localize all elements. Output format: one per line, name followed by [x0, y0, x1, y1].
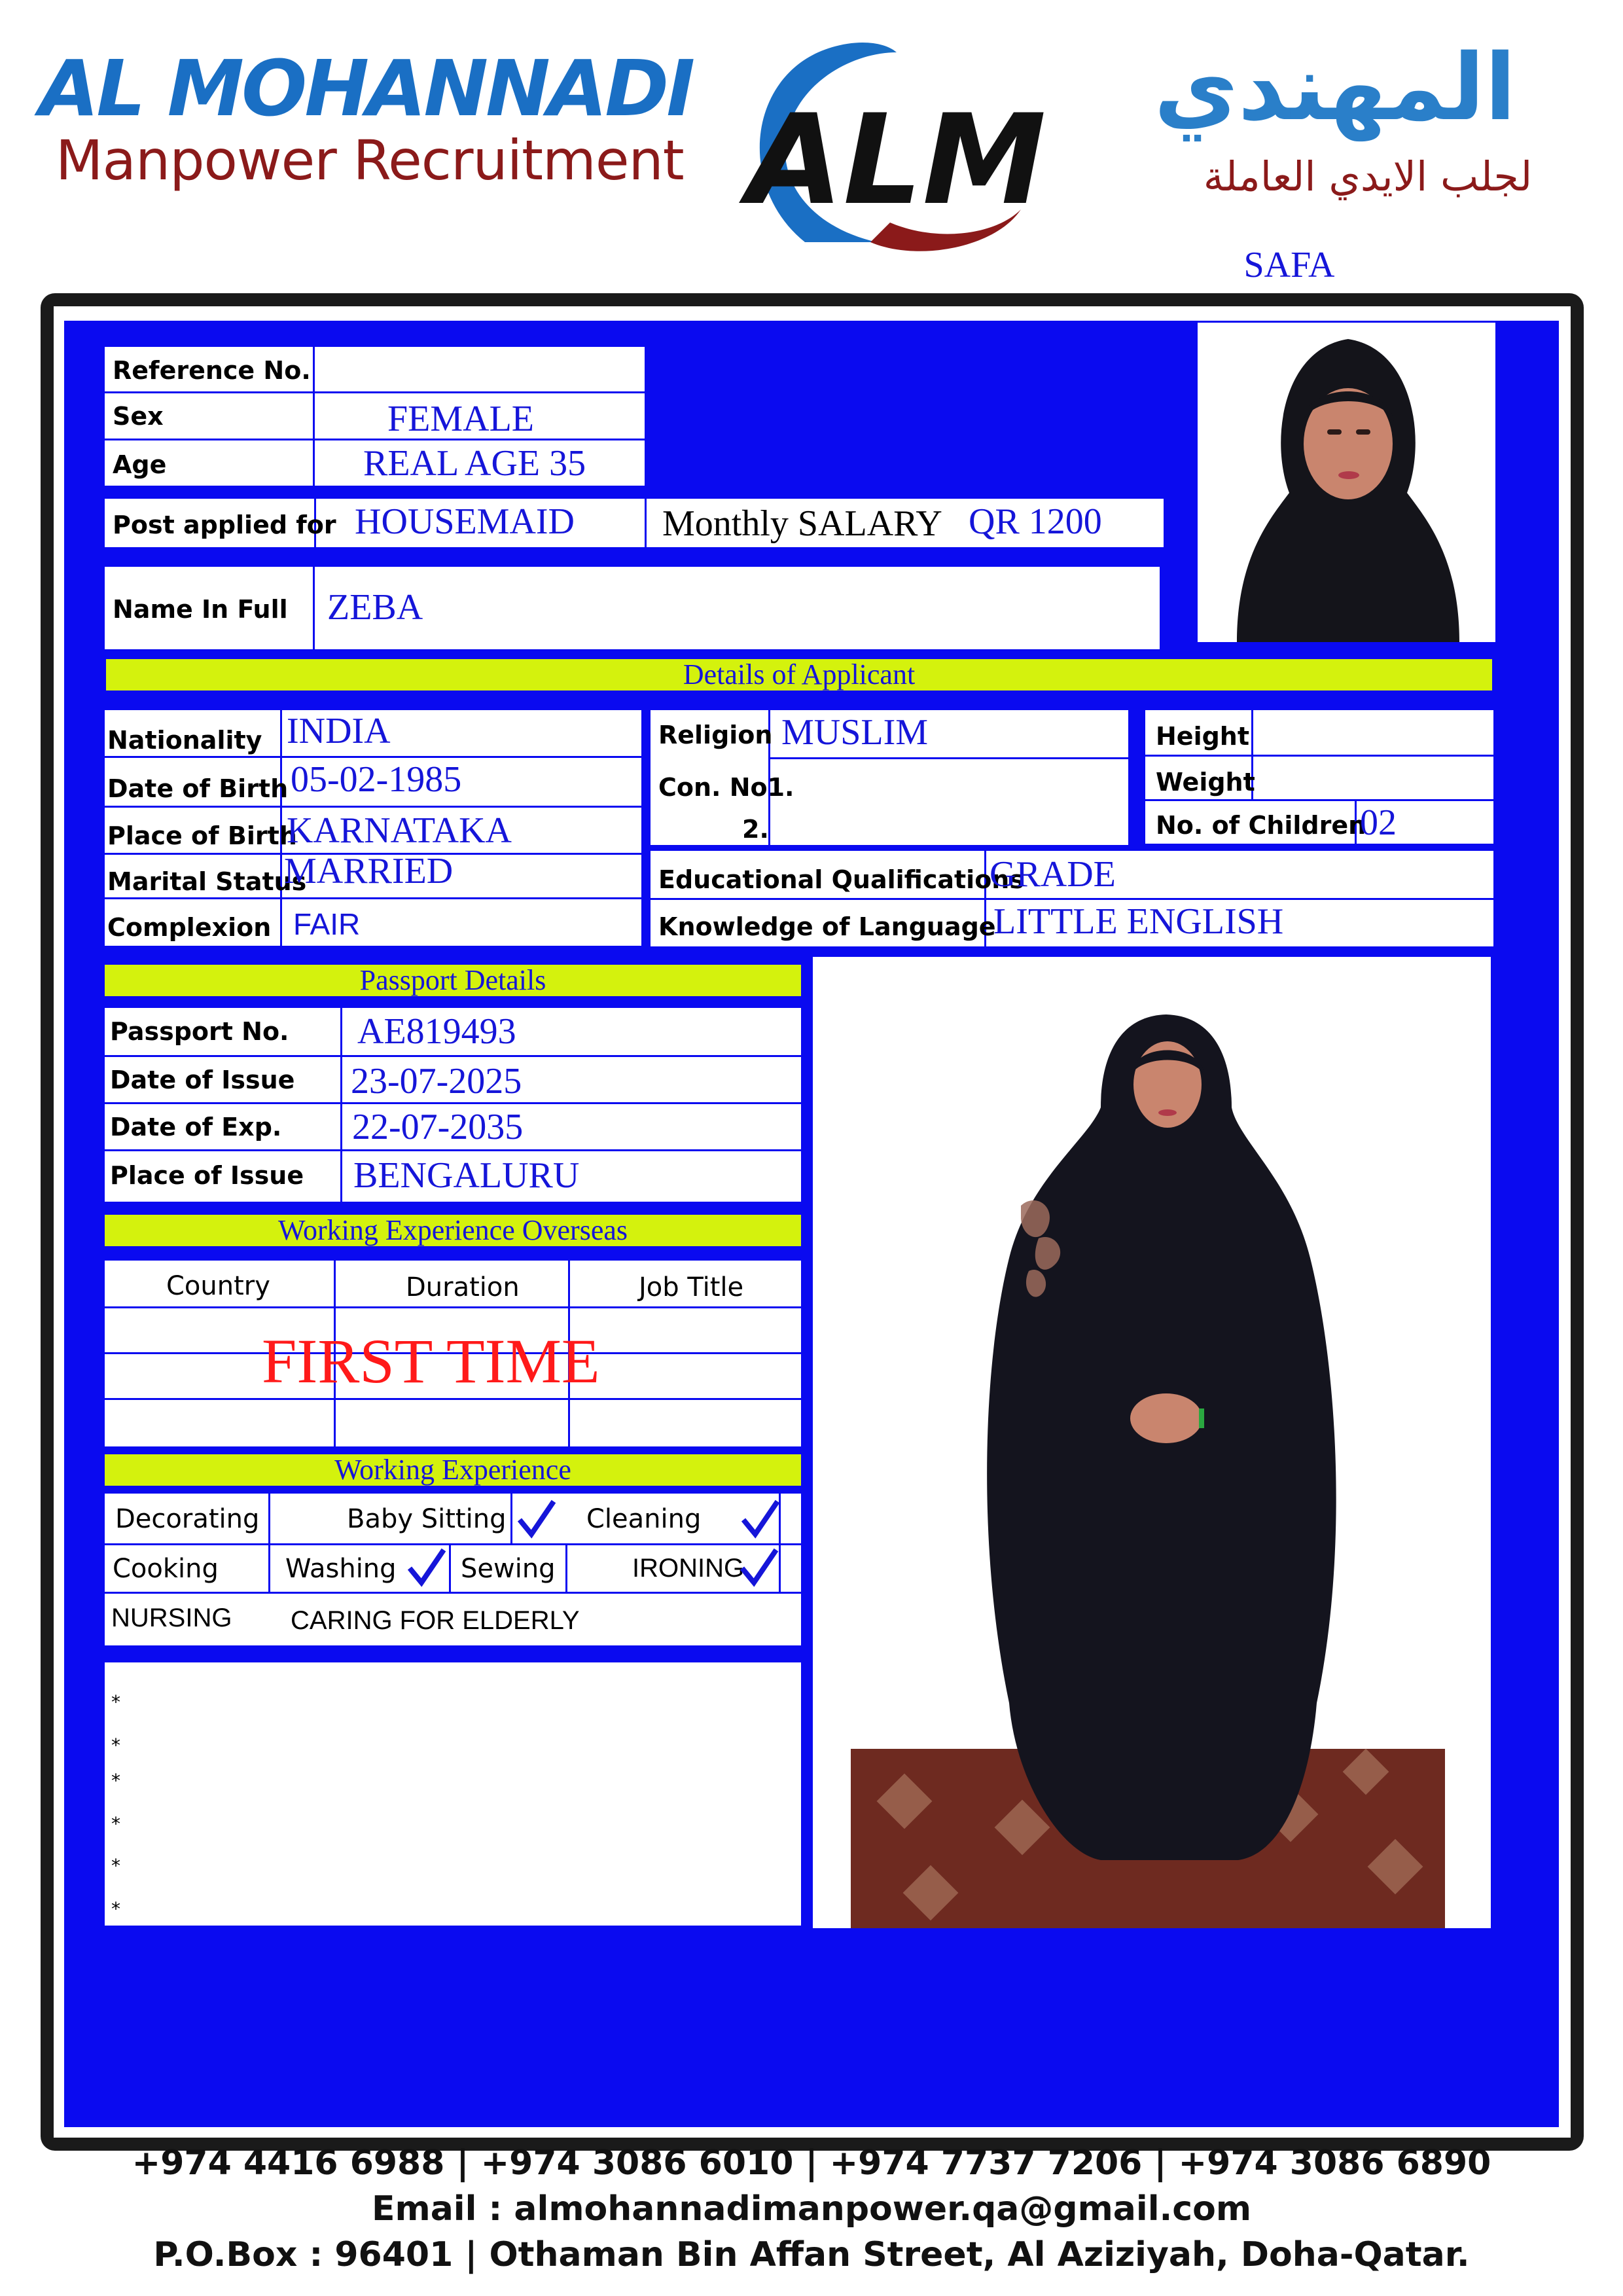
skill-nursing: NURSING: [111, 1604, 232, 1632]
post-value: HOUSEMAID: [355, 501, 575, 542]
passport-no-value: AE819493: [357, 1011, 516, 1052]
marital-value: MARRIED: [284, 851, 454, 891]
salary-label: Monthly SALARY: [662, 503, 942, 544]
skills-table: [105, 1494, 801, 1645]
skill-cooking: Cooking: [113, 1554, 219, 1584]
applicant-left-table: [105, 710, 641, 946]
language-value: LITTLE ENGLISH: [993, 901, 1284, 942]
company-subtitle-ar: لجلب الايدي العاملة: [1203, 152, 1533, 200]
company-subtitle-en: Manpower Recruitment: [56, 128, 684, 192]
skill-ironing: IRONING: [632, 1554, 745, 1583]
skill-caring-elderly: CARING FOR ELDERLY: [291, 1606, 580, 1635]
contact2-label: 2.: [742, 815, 769, 844]
post-row: [105, 499, 1164, 547]
issue-date-label: Date of Issue: [110, 1066, 295, 1094]
children-label: No. of Children: [1156, 811, 1366, 840]
name-row: [105, 567, 1160, 649]
age-label: Age: [113, 450, 167, 479]
alm-logo: [720, 26, 1060, 262]
notes-box: [105, 1662, 801, 1926]
religion-table: [651, 710, 1128, 845]
footer-phones: +974 4416 6988 | +974 3086 6010 | +974 7737 7206 | +974 3086 6890: [132, 2144, 1491, 2183]
passport-table: [105, 1008, 801, 1202]
skill-decorating: Decorating: [115, 1504, 260, 1534]
name-label: Name In Full: [113, 595, 288, 624]
skill-sewing: Sewing: [461, 1554, 556, 1584]
education-value: GRADE: [990, 854, 1116, 895]
weight-label: Weight: [1156, 768, 1255, 797]
name-value: ZEBA: [327, 587, 423, 628]
issue-place-label: Place of Issue: [110, 1161, 304, 1190]
nationality-value: INDIA: [287, 711, 391, 751]
pob-value: KARNATAKA: [287, 810, 512, 851]
reference-label: Reference No.: [113, 356, 311, 385]
company-name-ar: المهندي: [1154, 35, 1516, 141]
ironing-check-icon: [737, 1546, 780, 1589]
footer-email: Email : almohannadimanpower.qa@gmail.com: [371, 2189, 1252, 2229]
note-bullet: *: [111, 1770, 120, 1791]
physical-table: [1145, 710, 1493, 844]
skill-cleaning: Cleaning: [586, 1504, 702, 1534]
sex-value: FEMALE: [387, 399, 534, 439]
post-label: Post applied for: [113, 511, 336, 539]
basic-info-table: [105, 347, 645, 486]
pob-label: Place of Birth: [107, 821, 297, 850]
col-job-title: Job Title: [639, 1272, 744, 1302]
note-bullet: *: [111, 1734, 120, 1756]
first-time-note: FIRST TIME: [262, 1326, 600, 1396]
passport-band: Passport Details: [105, 965, 801, 996]
overseas-band: Working Experience Overseas: [105, 1215, 801, 1246]
col-country: Country: [166, 1271, 270, 1301]
note-bullet: *: [111, 1898, 120, 1920]
skill-baby-sitting: Baby Sitting: [347, 1504, 507, 1534]
religion-label: Religion: [658, 721, 773, 749]
company-name-en: AL MOHANNADI: [39, 43, 693, 134]
contact1-label: Con. No1.: [658, 773, 794, 802]
issue-place-value: BENGALURU: [353, 1155, 580, 1196]
agent-name: SAFA: [1243, 245, 1335, 285]
note-bullet: *: [111, 1691, 120, 1713]
education-label: Educational Qualifications: [658, 865, 1024, 894]
nationality-label: Nationality: [107, 726, 262, 755]
height-label: Height: [1156, 722, 1250, 751]
children-value: 02: [1360, 802, 1397, 843]
age-value: REAL AGE 35: [363, 443, 586, 484]
salary-value: QR 1200: [969, 501, 1102, 542]
cleaning-check-icon: [738, 1498, 781, 1541]
expiry-date-value: 22-07-2035: [352, 1107, 524, 1147]
baby-sitting-check-icon: [514, 1498, 558, 1541]
logo-text: ALM: [747, 88, 1046, 232]
sex-label: Sex: [113, 402, 164, 431]
note-bullet: *: [111, 1855, 120, 1876]
marital-label: Marital Status: [107, 867, 307, 896]
issue-date-value: 23-07-2025: [351, 1061, 522, 1102]
full-length-photo: [813, 957, 1491, 1928]
complexion-value: FAIR: [293, 907, 361, 941]
dob-value: 05-02-1985: [291, 759, 462, 800]
overseas-table: [105, 1261, 801, 1446]
footer-address: P.O.Box : 96401 | Othaman Bin Affan Street, Al Aziziyah, Doha-Qatar.: [153, 2235, 1470, 2274]
portrait-photo: [1198, 323, 1495, 642]
complexion-label: Complexion: [107, 913, 272, 942]
washing-check-icon: [404, 1546, 448, 1589]
col-duration: Duration: [406, 1272, 520, 1302]
applicant-band: Details of Applicant: [106, 659, 1492, 691]
expiry-date-label: Date of Exp.: [110, 1113, 282, 1141]
passport-no-label: Passport No.: [110, 1017, 289, 1046]
education-table: [651, 851, 1493, 946]
skill-washing: Washing: [285, 1554, 397, 1584]
note-bullet: *: [111, 1813, 120, 1835]
dob-label: Date of Birth: [107, 774, 289, 803]
experience-band: Working Experience: [105, 1454, 801, 1486]
religion-value: MUSLIM: [781, 712, 929, 753]
language-label: Knowledge of Language: [658, 912, 996, 941]
